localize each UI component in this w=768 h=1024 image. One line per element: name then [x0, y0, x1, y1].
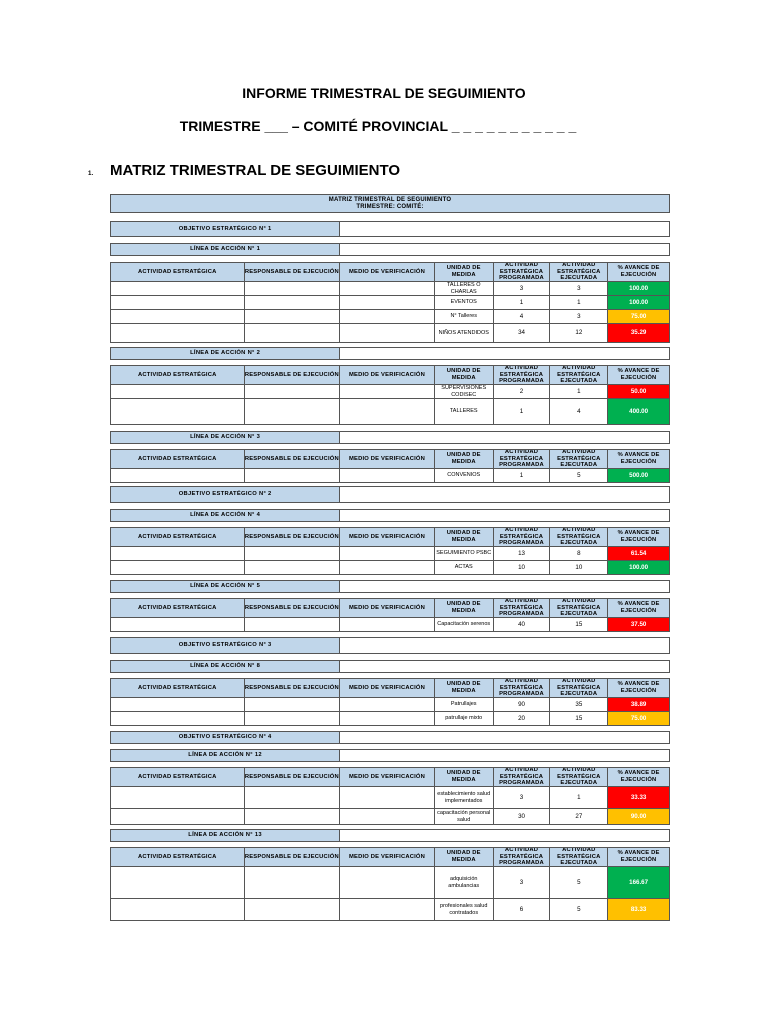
ejecutada-cell: 1: [549, 385, 607, 398]
col-header: ACTIVIDAD ESTRATÉGICA EJECUTADA: [549, 599, 607, 617]
table-row: [110, 561, 670, 575]
col-header: RESPONSABLE DE EJECUCIÓN: [244, 263, 340, 281]
col-header: RESPONSABLE DE EJECUCIÓN: [244, 848, 340, 866]
column-header-row: [110, 678, 670, 698]
objective-row: [110, 486, 670, 503]
responsable-cell[interactable]: [244, 867, 340, 898]
action-line-row: [110, 347, 670, 360]
unidad-cell: profesionales salud contratados: [434, 899, 493, 920]
col-header: MEDIO DE VERIFICACIÓN: [339, 528, 434, 546]
column-header-row: [110, 449, 670, 469]
col-header: UNIDAD DE MEDIDA: [434, 528, 493, 546]
objective-value-cell[interactable]: [339, 487, 669, 502]
unidad-cell: Patrullajes: [434, 698, 493, 711]
action-line-value-cell[interactable]: [339, 348, 669, 359]
unidad-cell: adquisición ambulancias: [434, 867, 493, 898]
column-header-row: [110, 365, 670, 385]
avance-cell: 37.50: [607, 618, 669, 631]
col-header: MEDIO DE VERIFICACIÓN: [339, 599, 434, 617]
table-row: [110, 547, 670, 561]
column-header-row: [110, 767, 670, 787]
medio-cell[interactable]: [339, 809, 434, 824]
medio-cell[interactable]: [339, 547, 434, 560]
unidad-cell: EVENTOS: [434, 296, 493, 309]
action-line-row: [110, 243, 670, 256]
programada-cell: 3: [493, 282, 550, 295]
avance-cell: 90.00: [607, 809, 669, 824]
col-header: RESPONSABLE DE EJECUCIÓN: [244, 599, 340, 617]
col-header: ACTIVIDAD ESTRATÉGICA PROGRAMADA: [493, 263, 550, 281]
col-header: ACTIVIDAD ESTRATÉGICA: [138, 268, 217, 275]
responsable-cell[interactable]: [244, 399, 340, 424]
col-header: MEDIO DE VERIFICACIÓN: [339, 450, 434, 468]
actividad-cell[interactable]: [111, 561, 244, 574]
medio-cell[interactable]: [339, 385, 434, 398]
avance-cell: 166.67: [607, 867, 669, 898]
col-header: ACTIVIDAD ESTRATÉGICA: [138, 371, 217, 378]
medio-cell[interactable]: [339, 867, 434, 898]
col-header: ACTIVIDAD ESTRATÉGICA: [138, 684, 217, 691]
action-line-value-cell[interactable]: [339, 510, 669, 521]
col-header: ACTIVIDAD ESTRATÉGICA PROGRAMADA: [493, 848, 550, 866]
unidad-cell: patrullaje mixto: [434, 712, 493, 725]
col-header: UNIDAD DE MEDIDA: [434, 263, 493, 281]
avance-cell: 50.00: [607, 385, 669, 398]
col-header: RESPONSABLE DE EJECUCIÓN: [244, 768, 340, 786]
col-header: ACTIVIDAD ESTRATÉGICA EJECUTADA: [549, 848, 607, 866]
matrix-title-line2: TRIMESTRE: COMITÉ:: [356, 203, 424, 210]
col-header: MEDIO DE VERIFICACIÓN: [339, 768, 434, 786]
section-heading: [88, 162, 400, 179]
col-header: UNIDAD DE MEDIDA: [434, 768, 493, 786]
objective-row: [110, 221, 670, 237]
col-header: ACTIVIDAD ESTRATÉGICA: [138, 533, 217, 540]
programada-cell: 90: [493, 698, 550, 711]
programada-cell: 2: [493, 385, 550, 398]
table-row: [110, 469, 670, 483]
programada-cell: 1: [493, 296, 550, 309]
col-header: ACTIVIDAD ESTRATÉGICA EJECUTADA: [549, 450, 607, 468]
responsable-cell[interactable]: [244, 282, 340, 295]
actividad-cell[interactable]: [111, 469, 244, 482]
actividad-cell[interactable]: [111, 310, 244, 323]
actividad-cell[interactable]: [111, 787, 244, 808]
tracking-matrix: [110, 194, 670, 921]
actividad-cell[interactable]: [111, 712, 244, 725]
unidad-cell: ACTAS: [434, 561, 493, 574]
col-header: % AVANCE DE EJECUCIÓN: [607, 450, 669, 468]
col-header: ACTIVIDAD ESTRATÉGICA EJECUTADA: [549, 679, 607, 697]
column-header-row: [110, 598, 670, 618]
ejecutada-cell: 1: [549, 296, 607, 309]
objective-label: OBJETIVO ESTRATÉGICO N° 2: [111, 487, 339, 502]
ejecutada-cell: 15: [549, 712, 607, 725]
objective-row: [110, 637, 670, 654]
programada-cell: 4: [493, 310, 550, 323]
programada-cell: 6: [493, 899, 550, 920]
programada-cell: 1: [493, 469, 550, 482]
actividad-cell[interactable]: [111, 867, 244, 898]
action-line-row: [110, 660, 670, 673]
col-header: ACTIVIDAD ESTRATÉGICA EJECUTADA: [549, 263, 607, 281]
action-line-label: LÍNEA DE ACCIÓN N° 5: [111, 581, 339, 592]
responsable-cell[interactable]: [244, 469, 340, 482]
table-row: [110, 282, 670, 296]
objective-row: [110, 731, 670, 744]
table-row: [110, 698, 670, 712]
action-line-value-cell[interactable]: [339, 432, 669, 443]
column-header-row: [110, 527, 670, 547]
col-header: MEDIO DE VERIFICACIÓN: [339, 679, 434, 697]
ejecutada-cell: 12: [549, 324, 607, 342]
table-row: [110, 310, 670, 324]
medio-cell[interactable]: [339, 618, 434, 631]
col-header: % AVANCE DE EJECUCIÓN: [607, 528, 669, 546]
matrix-title-row: [110, 194, 670, 213]
unidad-cell: SUPERVISIONES CODISEC: [434, 385, 493, 398]
action-line-row: [110, 580, 670, 593]
action-line-value-cell[interactable]: [339, 661, 669, 672]
unidad-cell: NIÑOS ATENDIDOS: [434, 324, 493, 342]
actividad-cell[interactable]: [111, 809, 244, 824]
table-row: [110, 867, 670, 899]
col-header: ACTIVIDAD ESTRATÉGICA: [138, 455, 217, 462]
programada-cell: 1: [493, 399, 550, 424]
col-header: % AVANCE DE EJECUCIÓN: [607, 768, 669, 786]
responsable-cell[interactable]: [244, 324, 340, 342]
avance-cell: 100.00: [607, 282, 669, 295]
ejecutada-cell: 27: [549, 809, 607, 824]
avance-cell: 75.00: [607, 310, 669, 323]
section-title: MATRIZ TRIMESTRAL DE SEGUIMIENTO: [110, 162, 401, 179]
ejecutada-cell: 5: [549, 867, 607, 898]
col-header: ACTIVIDAD ESTRATÉGICA PROGRAMADA: [493, 528, 550, 546]
matrix-title-line1: MATRIZ TRIMESTRAL DE SEGUIMIENTO: [328, 196, 452, 203]
action-line-row: [110, 509, 670, 522]
action-line-label: LÍNEA DE ACCIÓN N° 12: [111, 750, 339, 761]
action-line-label: LÍNEA DE ACCIÓN N° 13: [111, 830, 339, 841]
avance-cell: 35.29: [607, 324, 669, 342]
actividad-cell[interactable]: [111, 399, 244, 424]
col-header: ACTIVIDAD ESTRATÉGICA PROGRAMADA: [493, 679, 550, 697]
actividad-cell[interactable]: [111, 618, 244, 631]
ejecutada-cell: 1: [549, 787, 607, 808]
column-header-row: [110, 847, 670, 867]
actividad-cell[interactable]: [111, 296, 244, 309]
medio-cell[interactable]: [339, 712, 434, 725]
avance-cell: 38.89: [607, 698, 669, 711]
responsable-cell[interactable]: [244, 899, 340, 920]
programada-cell: 3: [493, 787, 550, 808]
avance-cell: 500.00: [607, 469, 669, 482]
responsable-cell[interactable]: [244, 385, 340, 398]
responsable-cell[interactable]: [244, 698, 340, 711]
col-header: MEDIO DE VERIFICACIÓN: [339, 366, 434, 384]
action-line-value-cell[interactable]: [339, 581, 669, 592]
ejecutada-cell: 4: [549, 399, 607, 424]
ejecutada-cell: 5: [549, 899, 607, 920]
responsable-cell[interactable]: [244, 787, 340, 808]
avance-cell: 100.00: [607, 296, 669, 309]
programada-cell: 20: [493, 712, 550, 725]
objective-label: OBJETIVO ESTRATÉGICO N° 3: [111, 638, 339, 653]
programada-cell: 13: [493, 547, 550, 560]
table-row: [110, 899, 670, 921]
avance-cell: 33.33: [607, 787, 669, 808]
col-header: RESPONSABLE DE EJECUCIÓN: [244, 366, 340, 384]
responsable-cell[interactable]: [244, 547, 340, 560]
responsable-cell[interactable]: [244, 712, 340, 725]
col-header: RESPONSABLE DE EJECUCIÓN: [244, 679, 340, 697]
avance-cell: 83.33: [607, 899, 669, 920]
col-header: ACTIVIDAD ESTRATÉGICA: [138, 853, 217, 860]
unidad-cell: TALLERES O CHARLAS: [434, 282, 493, 295]
responsable-cell[interactable]: [244, 296, 340, 309]
column-header-row: [110, 262, 670, 282]
actividad-cell[interactable]: [111, 324, 244, 342]
actividad-cell[interactable]: [111, 547, 244, 560]
col-header: % AVANCE DE EJECUCIÓN: [607, 848, 669, 866]
col-header: MEDIO DE VERIFICACIÓN: [339, 263, 434, 281]
col-header: MEDIO DE VERIFICACIÓN: [339, 848, 434, 866]
action-line-label: LÍNEA DE ACCIÓN N° 4: [111, 510, 339, 521]
table-row: [110, 324, 670, 343]
objective-label: OBJETIVO ESTRATÉGICO N° 1: [111, 222, 339, 236]
actividad-cell[interactable]: [111, 385, 244, 398]
action-line-label: LÍNEA DE ACCIÓN N° 2: [111, 348, 339, 359]
action-line-label: LÍNEA DE ACCIÓN N° 8: [111, 661, 339, 672]
medio-cell[interactable]: [339, 324, 434, 342]
avance-cell: 100.00: [607, 561, 669, 574]
medio-cell[interactable]: [339, 399, 434, 424]
responsable-cell[interactable]: [244, 561, 340, 574]
col-header: ACTIVIDAD ESTRATÉGICA PROGRAMADA: [493, 366, 550, 384]
action-line-row: [110, 749, 670, 762]
table-row: [110, 399, 670, 425]
avance-cell: 75.00: [607, 712, 669, 725]
table-row: [110, 712, 670, 726]
report-title: INFORME TRIMESTRAL DE SEGUIMIENTO: [242, 85, 526, 101]
objective-value-cell[interactable]: [339, 732, 669, 743]
col-header: ACTIVIDAD ESTRATÉGICA PROGRAMADA: [493, 450, 550, 468]
col-header: UNIDAD DE MEDIDA: [434, 679, 493, 697]
programada-cell: 30: [493, 809, 550, 824]
objective-label: OBJETIVO ESTRATÉGICO N° 4: [111, 732, 339, 743]
action-line-row: [110, 431, 670, 444]
responsable-cell[interactable]: [244, 310, 340, 323]
programada-cell: 34: [493, 324, 550, 342]
table-row: [110, 787, 670, 809]
col-header: UNIDAD DE MEDIDA: [434, 848, 493, 866]
action-line-label: LÍNEA DE ACCIÓN N° 1: [111, 244, 339, 255]
programada-cell: 10: [493, 561, 550, 574]
action-line-value-cell[interactable]: [339, 830, 669, 841]
medio-cell[interactable]: [339, 310, 434, 323]
unidad-cell: CONVENIOS: [434, 469, 493, 482]
col-header: UNIDAD DE MEDIDA: [434, 599, 493, 617]
medio-cell[interactable]: [339, 282, 434, 295]
unidad-cell: capacitación personal salud: [434, 809, 493, 824]
avance-cell: 400.00: [607, 399, 669, 424]
objective-value-cell[interactable]: [339, 638, 669, 653]
col-header: % AVANCE DE EJECUCIÓN: [607, 599, 669, 617]
col-header: ACTIVIDAD ESTRATÉGICA EJECUTADA: [549, 366, 607, 384]
ejecutada-cell: 3: [549, 282, 607, 295]
actividad-cell[interactable]: [111, 282, 244, 295]
col-header: UNIDAD DE MEDIDA: [434, 450, 493, 468]
responsable-cell[interactable]: [244, 809, 340, 824]
col-header: ACTIVIDAD ESTRATÉGICA EJECUTADA: [549, 768, 607, 786]
medio-cell[interactable]: [339, 899, 434, 920]
col-header: % AVANCE DE EJECUCIÓN: [607, 679, 669, 697]
medio-cell[interactable]: [339, 561, 434, 574]
col-header: ACTIVIDAD ESTRATÉGICA EJECUTADA: [549, 528, 607, 546]
action-line-value-cell[interactable]: [339, 750, 669, 761]
medio-cell[interactable]: [339, 296, 434, 309]
actividad-cell[interactable]: [111, 899, 244, 920]
table-row: [110, 296, 670, 310]
col-header: ACTIVIDAD ESTRATÉGICA PROGRAMADA: [493, 768, 550, 786]
col-header: ACTIVIDAD ESTRATÉGICA: [138, 604, 217, 611]
ejecutada-cell: 10: [549, 561, 607, 574]
unidad-cell: establecimiento salud implementados: [434, 787, 493, 808]
programada-cell: 3: [493, 867, 550, 898]
unidad-cell: N° Talleres: [434, 310, 493, 323]
action-line-label: LÍNEA DE ACCIÓN N° 3: [111, 432, 339, 443]
medio-cell[interactable]: [339, 787, 434, 808]
ejecutada-cell: 8: [549, 547, 607, 560]
table-row: [110, 618, 670, 632]
section-number: 1.: [88, 170, 94, 177]
col-header: % AVANCE DE EJECUCIÓN: [607, 366, 669, 384]
medio-cell[interactable]: [339, 469, 434, 482]
medio-cell[interactable]: [339, 698, 434, 711]
unidad-cell: SEGUIMIENTO PSBC: [434, 547, 493, 560]
ejecutada-cell: 15: [549, 618, 607, 631]
col-header: RESPONSABLE DE EJECUCIÓN: [244, 528, 340, 546]
ejecutada-cell: 35: [549, 698, 607, 711]
col-header: % AVANCE DE EJECUCIÓN: [607, 263, 669, 281]
action-line-value-cell[interactable]: [339, 244, 669, 255]
actividad-cell[interactable]: [111, 698, 244, 711]
ejecutada-cell: 5: [549, 469, 607, 482]
unidad-cell: Capacitación serenos: [434, 618, 493, 631]
col-header: RESPONSABLE DE EJECUCIÓN: [244, 450, 340, 468]
ejecutada-cell: 3: [549, 310, 607, 323]
col-header: UNIDAD DE MEDIDA: [434, 366, 493, 384]
table-row: [110, 809, 670, 825]
responsable-cell[interactable]: [244, 618, 340, 631]
avance-cell: 61.54: [607, 547, 669, 560]
report-subtitle: TRIMESTRE ___ – COMITÉ PROVINCIAL _ _ _ _ _ _ _ _ _ _ _: [179, 118, 577, 134]
unidad-cell: TALLERES: [434, 399, 493, 424]
matrix-title: [111, 195, 669, 212]
table-row: [110, 385, 670, 399]
col-header: ACTIVIDAD ESTRATÉGICA: [138, 773, 217, 780]
programada-cell: 40: [493, 618, 550, 631]
objective-value-cell[interactable]: [339, 222, 669, 236]
col-header: ACTIVIDAD ESTRATÉGICA PROGRAMADA: [493, 599, 550, 617]
action-line-row: [110, 829, 670, 842]
